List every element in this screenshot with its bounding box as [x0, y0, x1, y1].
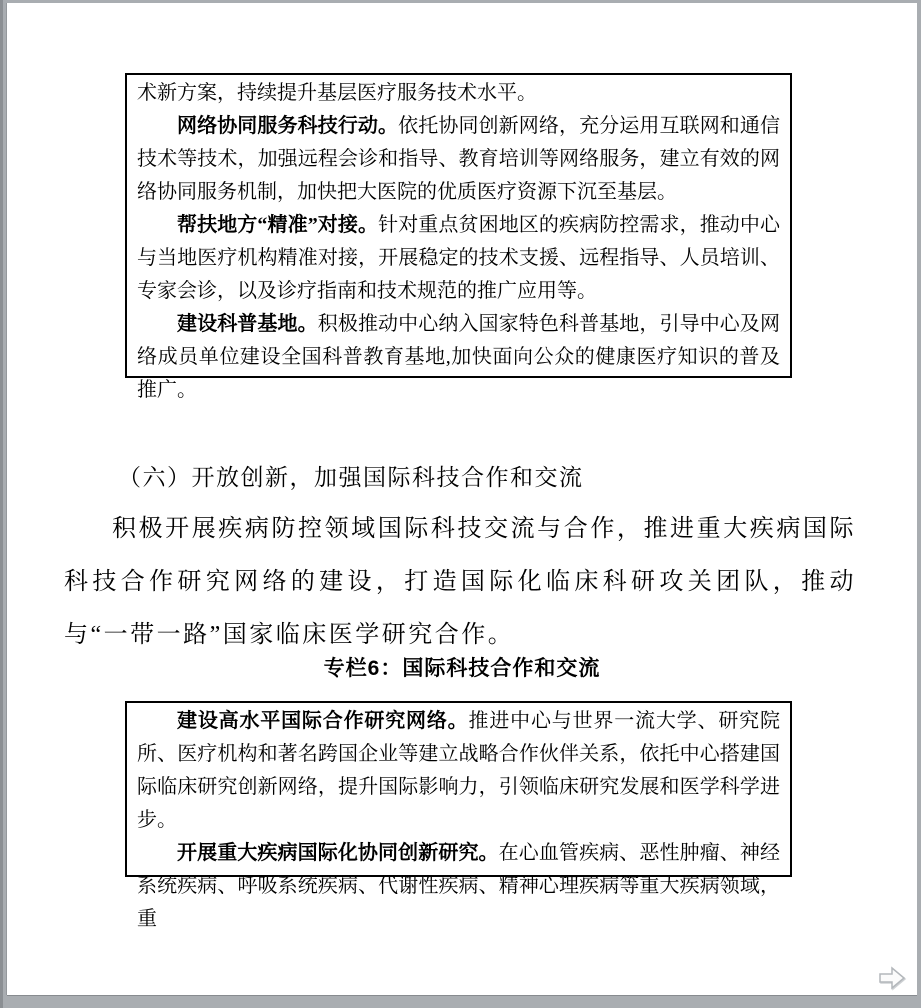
box-paragraph	[137, 110, 780, 209]
next-page-button[interactable]	[877, 965, 907, 991]
box-paragraph	[137, 705, 780, 837]
box-paragraph	[137, 77, 780, 110]
box-paragraph	[137, 837, 780, 936]
document-page	[7, 3, 917, 995]
callout-box-intl-cooperation	[125, 701, 792, 930]
box-paragraph-lead: 网络协同服务科技行动。	[177, 115, 399, 137]
box-paragraph-text: 依托协同创新网络，充分运用互联网和通信技术等技术，加强远程会诊和指导、教育培训等网络服务，建立有效的网络协同服务机制，加快把大医院的优质医疗资源下沉至基层。	[137, 115, 781, 203]
box-paragraph	[137, 308, 780, 407]
box-paragraph-text: 推进中心与世界一流大学、研究院所、医疗机构和著名跨国企业等建立战略合作伙伴关系，依托中心搭建国际临床研究创新网络，提升国际影响力，引领临床研究发展和医学科学进步。	[137, 710, 780, 831]
viewer-left-edge	[0, 0, 3, 1008]
box-paragraph-text: 术新方案，持续提升基层医疗服务技术水平。	[137, 82, 537, 104]
box-paragraph-text: 在心血管疾病、恶性肿瘤、神经系统疾病、呼吸系统疾病、代谢性疾病、精神心理疾病等重大疾病领域，重	[137, 842, 781, 930]
section-heading: （六）开放创新，加强国际科技合作和交流	[118, 465, 584, 490]
box-paragraph-lead: 建设高水平国际合作研究网络。	[177, 710, 469, 732]
box-paragraph-text: 针对重点贫困地区的疾病防控需求，推动中心与当地医疗机构精准对接，开展稳定的技术支援、远程指导、人员培训、专家会诊，以及诊疗指南和技术规范的推广应用等。	[137, 214, 781, 302]
body-paragraph: 积极开展疾病防控领域国际科技交流与合作，推进重大疾病国际科技合作研究网络的建设，打造国际化临床科研攻关团队，推动与“一带一路”国家临床医学研究合作。	[64, 516, 856, 648]
box-paragraph-lead: 帮扶地方“精准”对接。	[177, 214, 379, 236]
column-title: 专栏6：国际科技合作和交流	[323, 657, 601, 680]
arrow-right-icon	[877, 965, 907, 991]
callout-box-grassroots-actions	[125, 73, 792, 401]
box-paragraph-lead: 建设科普基地。	[177, 313, 318, 335]
box-paragraph-text: 积极推动中心纳入国家特色科普基地，引导中心及网络成员单位建设全国科普教育基地,加快面向公众的健康医疗知识的普及推广。	[137, 313, 781, 401]
box-paragraph-lead: 开展重大疾病国际化协同创新研究。	[177, 842, 499, 864]
box-paragraph	[137, 209, 780, 308]
